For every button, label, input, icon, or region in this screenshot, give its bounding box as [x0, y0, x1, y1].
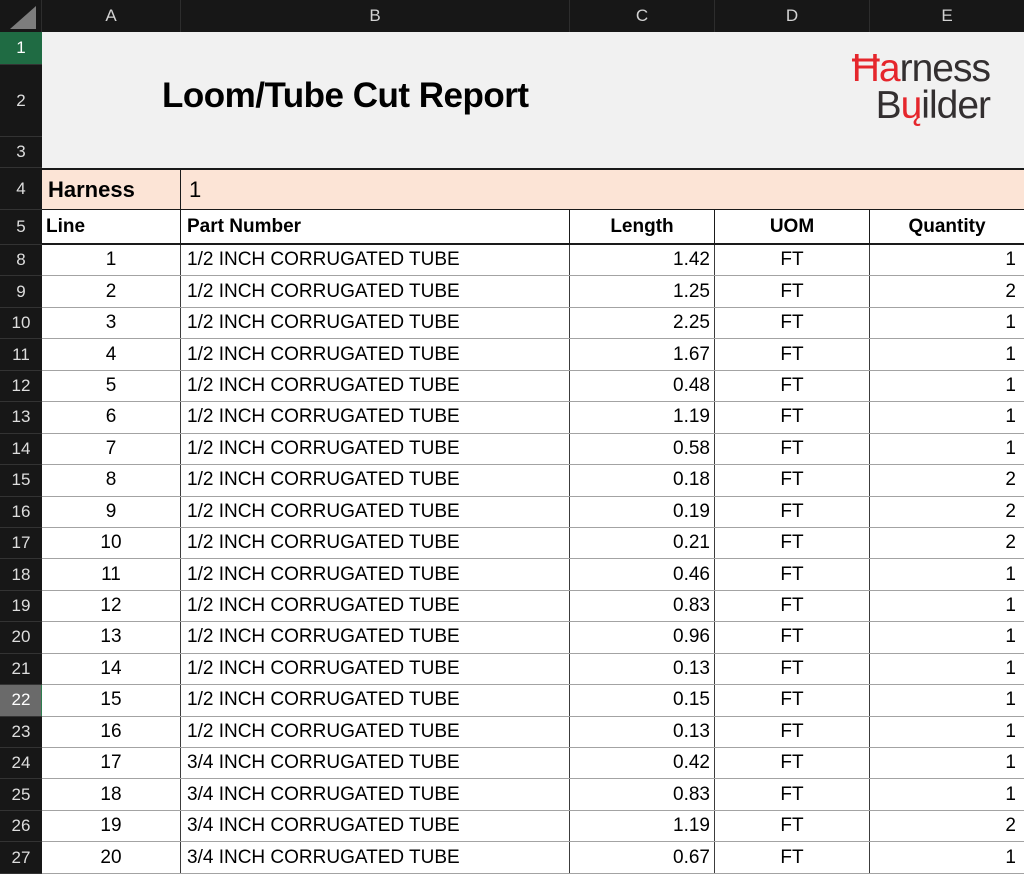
cell-length[interactable]: 0.58 [570, 434, 715, 464]
cell-line[interactable]: 2 [42, 276, 181, 306]
cell-line[interactable]: 9 [42, 497, 181, 527]
table-row [42, 402, 1024, 433]
data-rows [42, 245, 1024, 874]
cell-length[interactable]: 1.42 [570, 245, 715, 275]
column-header-a[interactable]: A [42, 0, 181, 32]
cell-part-number[interactable]: 3/4 INCH CORRUGATED TUBE [181, 842, 570, 872]
cell-line[interactable]: 8 [42, 465, 181, 495]
row-header-9[interactable]: 9 [0, 276, 42, 307]
table-row [42, 685, 1024, 716]
table-row [42, 528, 1024, 559]
cell-length[interactable]: 0.83 [570, 779, 715, 809]
cell-uom[interactable]: FT [715, 717, 870, 747]
row-header-27[interactable]: 27 [0, 842, 42, 873]
cell-part-number[interactable]: 1/2 INCH CORRUGATED TUBE [181, 245, 570, 275]
report-header-region[interactable] [42, 32, 1024, 168]
cell-length[interactable]: 0.18 [570, 465, 715, 495]
cell-uom[interactable]: FT [715, 842, 870, 872]
row-header-18[interactable]: 18 [0, 559, 42, 590]
cell-uom[interactable]: FT [715, 779, 870, 809]
column-header-e[interactable]: E [941, 6, 953, 25]
cell-quantity[interactable]: 1 [1005, 374, 1016, 396]
cell-quantity[interactable]: 1 [1005, 563, 1016, 585]
logo-line-2 [852, 84, 990, 128]
cell-uom[interactable]: FT [715, 371, 870, 401]
cell-length[interactable]: 0.83 [570, 591, 715, 621]
cell-quantity[interactable]: 1 [1005, 437, 1016, 459]
cell-line[interactable]: 10 [42, 528, 181, 558]
cell-part-number[interactable]: 1/2 INCH CORRUGATED TUBE [181, 717, 570, 747]
table-row [42, 465, 1024, 496]
row-header-22[interactable]: 22 [0, 685, 42, 716]
table-row [42, 339, 1024, 370]
cell-length[interactable]: 0.19 [570, 497, 715, 527]
logo-line-1 [851, 47, 990, 90]
cell-length[interactable]: 0.46 [570, 559, 715, 589]
cell-line[interactable]: 4 [42, 339, 181, 369]
row-header-21[interactable]: 21 [0, 654, 42, 685]
row-header-14[interactable]: 14 [0, 434, 42, 465]
table-row [42, 748, 1024, 779]
harness-row [42, 168, 1024, 210]
cell-length[interactable]: 0.96 [570, 622, 715, 652]
cell-part-number[interactable]: 1/2 INCH CORRUGATED TUBE [181, 308, 570, 338]
cell-length[interactable]: 0.42 [570, 748, 715, 778]
cell-part-number[interactable]: 1/2 INCH CORRUGATED TUBE [181, 528, 570, 558]
cell-line[interactable]: 7 [42, 434, 181, 464]
cell-line[interactable]: 12 [42, 591, 181, 621]
harness-label-cell[interactable]: Harness [42, 170, 181, 209]
cell-length[interactable]: 0.67 [570, 842, 715, 872]
cell-uom[interactable]: FT [715, 559, 870, 589]
cell-uom[interactable]: FT [715, 654, 870, 684]
column-header-b[interactable]: B [181, 0, 570, 32]
cell-quantity[interactable]: 1 [1005, 846, 1016, 868]
cell-quantity[interactable]: 2 [1005, 500, 1016, 522]
cell-quantity[interactable]: 2 [1005, 280, 1016, 302]
cell-part-number[interactable]: 3/4 INCH CORRUGATED TUBE [181, 779, 570, 809]
cell-quantity[interactable]: 1 [1005, 595, 1016, 617]
table-row [42, 717, 1024, 748]
column-header-c[interactable]: C [570, 0, 715, 32]
cell-quantity[interactable]: 1 [1005, 406, 1016, 428]
cell-line[interactable]: 14 [42, 654, 181, 684]
row-header-3[interactable]: 3 [0, 137, 42, 168]
cell-uom[interactable]: FT [715, 245, 870, 275]
cell-quantity[interactable]: 1 [1005, 657, 1016, 679]
cell-uom[interactable]: FT [715, 622, 870, 652]
cell-line[interactable]: 3 [42, 308, 181, 338]
table-row [42, 842, 1024, 873]
row-header-11[interactable]: 11 [0, 339, 42, 370]
cell-uom[interactable]: FT [715, 465, 870, 495]
column-header-bar [0, 0, 1024, 32]
row-header-13[interactable]: 13 [0, 402, 42, 433]
cell-uom[interactable]: FT [715, 748, 870, 778]
cell-part-number[interactable]: 1/2 INCH CORRUGATED TUBE [181, 434, 570, 464]
header-cell-length[interactable]: Length [570, 210, 715, 243]
cell-uom[interactable]: FT [715, 308, 870, 338]
cell-quantity[interactable]: 1 [1005, 626, 1016, 648]
column-header-d[interactable]: D [715, 0, 870, 32]
table-row [42, 811, 1024, 842]
cell-quantity[interactable]: 1 [1005, 689, 1016, 711]
cell-quantity[interactable]: 2 [1005, 532, 1016, 554]
cell-uom[interactable]: FT [715, 497, 870, 527]
header-cell-uom[interactable]: UOM [715, 210, 870, 243]
cell-quantity[interactable]: 1 [1005, 783, 1016, 805]
header-cell-line[interactable]: Line [42, 210, 181, 243]
table-row [42, 622, 1024, 653]
cell-uom[interactable]: FT [715, 276, 870, 306]
row-header-8[interactable]: 8 [0, 245, 42, 276]
table-row [42, 434, 1024, 465]
cell-length[interactable]: 0.15 [570, 685, 715, 715]
cell-uom[interactable]: FT [715, 434, 870, 464]
harness-value-cell[interactable]: 1 [189, 176, 202, 202]
cell-line[interactable]: 1 [42, 245, 181, 275]
harness-builder-logo [851, 47, 990, 128]
select-all-triangle-icon [10, 6, 36, 29]
cell-line[interactable]: 16 [42, 717, 181, 747]
cell-part-number[interactable]: 1/2 INCH CORRUGATED TUBE [181, 622, 570, 652]
cell-length[interactable]: 0.21 [570, 528, 715, 558]
cell-quantity[interactable]: 1 [1005, 752, 1016, 774]
cell-quantity[interactable]: 1 [1005, 249, 1016, 271]
cell-length[interactable]: 2.25 [570, 308, 715, 338]
header-cell-quantity[interactable]: Quantity [908, 215, 986, 237]
table-row [42, 559, 1024, 590]
table-row [42, 276, 1024, 307]
cell-quantity[interactable]: 2 [1005, 469, 1016, 491]
logo-u-red: ų [900, 84, 922, 128]
logo-rness: rness [899, 47, 990, 90]
cell-uom[interactable]: FT [715, 811, 870, 841]
cell-quantity[interactable]: 1 [1005, 312, 1016, 334]
cell-line[interactable]: 18 [42, 779, 181, 809]
row-header-20[interactable]: 20 [0, 622, 42, 653]
row-header-23[interactable]: 23 [0, 717, 42, 748]
logo-b: B [875, 84, 901, 128]
table-row [42, 779, 1024, 810]
cell-line[interactable]: 5 [42, 371, 181, 401]
cell-part-number[interactable]: 1/2 INCH CORRUGATED TUBE [181, 685, 570, 715]
row-header-25[interactable]: 25 [0, 779, 42, 810]
row-header-bar [0, 32, 42, 874]
cell-uom[interactable]: FT [715, 402, 870, 432]
logo-ilder: ilder [921, 84, 990, 128]
cell-line[interactable]: 19 [42, 811, 181, 841]
cell-part-number[interactable]: 1/2 INCH CORRUGATED TUBE [181, 591, 570, 621]
sheet-area [42, 32, 1024, 874]
row-header-16[interactable]: 16 [0, 497, 42, 528]
cell-line[interactable]: 11 [42, 559, 181, 589]
header-cell-part-number[interactable]: Part Number [181, 210, 570, 243]
logo-ha-red: Ħa [851, 47, 900, 90]
table-row [42, 308, 1024, 339]
cell-uom[interactable]: FT [715, 685, 870, 715]
data-row-headers [0, 245, 42, 874]
report-title: Loom/Tube Cut Report [162, 76, 529, 115]
cell-part-number[interactable]: 1/2 INCH CORRUGATED TUBE [181, 559, 570, 589]
cell-part-number[interactable]: 1/2 INCH CORRUGATED TUBE [181, 497, 570, 527]
cell-part-number[interactable]: 1/2 INCH CORRUGATED TUBE [181, 371, 570, 401]
table-row [42, 371, 1024, 402]
cell-part-number[interactable]: 1/2 INCH CORRUGATED TUBE [181, 654, 570, 684]
cell-uom[interactable]: FT [715, 591, 870, 621]
row-header-17[interactable]: 17 [0, 528, 42, 559]
row-header-1[interactable]: 1 [0, 32, 42, 65]
cell-line[interactable]: 13 [42, 622, 181, 652]
cell-line[interactable]: 17 [42, 748, 181, 778]
cell-line[interactable]: 20 [42, 842, 181, 872]
row-header-15[interactable]: 15 [0, 465, 42, 496]
cell-length[interactable]: 1.19 [570, 402, 715, 432]
cell-uom[interactable]: FT [715, 528, 870, 558]
cell-part-number[interactable]: 1/2 INCH CORRUGATED TUBE [181, 402, 570, 432]
cell-quantity[interactable]: 2 [1005, 815, 1016, 837]
cell-part-number[interactable]: 3/4 INCH CORRUGATED TUBE [181, 748, 570, 778]
cell-quantity[interactable]: 1 [1005, 720, 1016, 742]
table-row [42, 245, 1024, 276]
table-row [42, 591, 1024, 622]
cell-length[interactable]: 1.67 [570, 339, 715, 369]
cell-length[interactable]: 0.13 [570, 717, 715, 747]
row-header-5[interactable]: 5 [0, 210, 42, 245]
row-header-4[interactable]: 4 [0, 168, 42, 210]
cell-part-number[interactable]: 1/2 INCH CORRUGATED TUBE [181, 339, 570, 369]
row-header-24[interactable]: 24 [0, 748, 42, 779]
row-header-2[interactable]: 2 [0, 65, 42, 137]
cell-length[interactable]: 1.25 [570, 276, 715, 306]
row-header-10[interactable]: 10 [0, 308, 42, 339]
cell-length[interactable]: 0.48 [570, 371, 715, 401]
cell-line[interactable]: 6 [42, 402, 181, 432]
table-row [42, 654, 1024, 685]
cell-uom[interactable]: FT [715, 339, 870, 369]
cell-line[interactable]: 15 [42, 685, 181, 715]
row-header-12[interactable]: 12 [0, 371, 42, 402]
row-header-19[interactable]: 19 [0, 591, 42, 622]
cell-length[interactable]: 0.13 [570, 654, 715, 684]
cell-part-number[interactable]: 3/4 INCH CORRUGATED TUBE [181, 811, 570, 841]
select-all-button[interactable] [0, 0, 42, 32]
row-header-26[interactable]: 26 [0, 811, 42, 842]
cell-part-number[interactable]: 1/2 INCH CORRUGATED TUBE [181, 465, 570, 495]
table-header-row [42, 210, 1024, 245]
cell-part-number[interactable]: 1/2 INCH CORRUGATED TUBE [181, 276, 570, 306]
cell-quantity[interactable]: 1 [1005, 343, 1016, 365]
cell-length[interactable]: 1.19 [570, 811, 715, 841]
table-row [42, 497, 1024, 528]
